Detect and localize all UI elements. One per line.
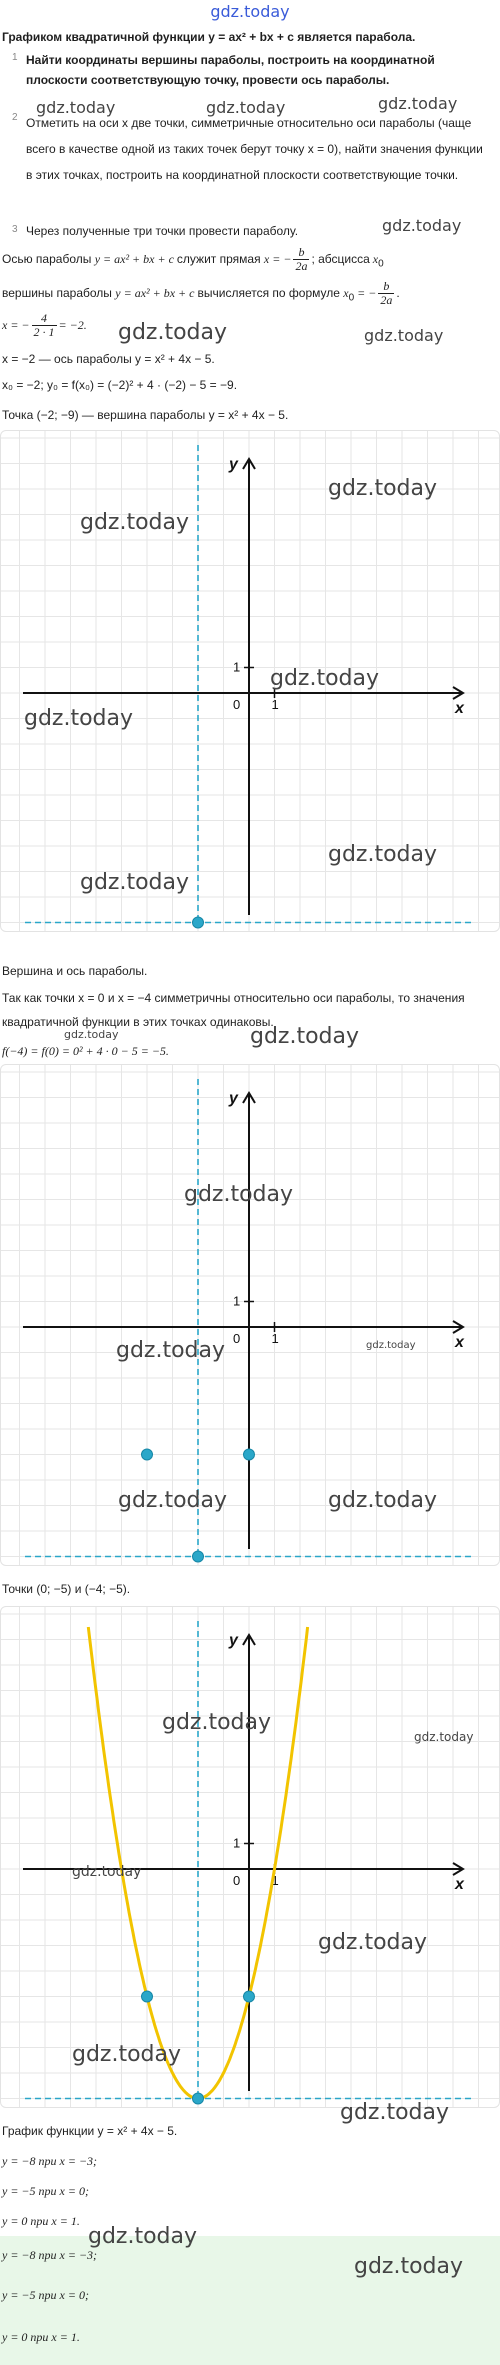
vertex-line: x₀ = −2; y₀ = f(x₀) = (−2)² + 4 · (−2) − 5 = −9. — [2, 378, 238, 392]
step-number: 2 — [12, 112, 18, 123]
data-point — [142, 1991, 153, 2002]
value-row: y = −5 при x = 0; — [2, 2184, 89, 2198]
tick-label: 1 — [233, 659, 241, 675]
watermark: gdz.today — [118, 320, 228, 345]
watermark: gdz.today — [36, 98, 116, 117]
calc-x0: x = − $\frac{4}{2 \cdot 1}$ = −2. — [2, 311, 87, 340]
watermark: gdz.today — [80, 510, 190, 535]
step-2 — [0, 110, 500, 210]
data-point — [193, 917, 204, 928]
watermark: gdz.today — [328, 476, 438, 501]
axis-line: x = −2 — ось параболы y = x² + 4x − 5. — [2, 352, 215, 366]
value-row: y = −8 при x = −3; — [2, 2154, 98, 2168]
watermark: gdz.today — [414, 1730, 474, 1744]
text: вычисляется по формуле — [197, 285, 340, 300]
data-point — [193, 1551, 204, 1562]
data-point — [244, 1449, 255, 1460]
data-point — [142, 1449, 153, 1460]
section4-caption: График функции y = x² + 4x − 5. — [2, 2124, 178, 2138]
watermark: gdz.today — [270, 666, 380, 691]
watermark: gdz.today — [184, 1182, 294, 1207]
text: = −2. — [58, 317, 87, 332]
axis-formula-line-2: вершины параболы y = ax² + bx + c вычисляется по формуле $x_0$ = − $\frac{b}{2a}$ . — [2, 279, 400, 308]
watermark: gdz.today — [162, 1710, 272, 1735]
watermark: gdz.today — [80, 870, 190, 895]
text: ; абсцисса — [311, 251, 370, 266]
tick-label: 1 — [271, 1873, 279, 1888]
text: служит прямая — [176, 251, 261, 266]
x-axis-label: x — [455, 1334, 464, 1351]
watermark: gdz.today — [354, 2254, 464, 2279]
value-row: y = 0 при x = 1. — [2, 2330, 80, 2344]
tick-label: 1 — [271, 1331, 279, 1346]
watermark: gdz.today — [24, 706, 134, 731]
watermark: gdz.today — [250, 1024, 360, 1049]
text: Осью параболы — [2, 251, 92, 266]
watermark: gdz.today — [72, 2042, 182, 2067]
watermark: gdz.today — [72, 1864, 142, 1880]
step-text: Отметить на оси x две точки, симметричные относительно оси параболы (чаще всего в качестве одной из таких точек берут точку x = 0), найти значения функции в этих точках, построить на координатной плоскости соответствующие точки. — [26, 116, 483, 182]
value-row: y = −8 при x = −3; — [2, 2248, 98, 2262]
watermark: gdz.today — [382, 216, 462, 235]
watermark: gdz.today — [116, 1338, 226, 1363]
x-axis-label: x — [455, 1876, 464, 1893]
step-1 — [0, 50, 500, 94]
tick-label: 1 — [271, 697, 279, 712]
watermark: gdz.today — [88, 2224, 198, 2249]
y-axis-label: y — [229, 456, 238, 473]
watermark: gdz.today — [340, 2100, 450, 2125]
y-axis-label: y — [229, 1632, 238, 1649]
graph-svg — [1, 1607, 499, 2107]
y-axis-label: y — [229, 1090, 238, 1107]
x-axis-label: x — [455, 700, 464, 717]
watermark: gdz.today — [378, 94, 458, 113]
origin-label: 0 — [233, 697, 241, 712]
section2-text: Так как точки x = 0 и x = −4 симметричны относительно оси параболы, то значения квадратичной функции в этих точках одинаковы. — [2, 991, 465, 1029]
step-number: 3 — [12, 224, 18, 235]
tick-label: 1 — [233, 1293, 241, 1309]
watermark: gdz.today — [118, 1488, 228, 1513]
step-text: Через полученные три точки провести параболу. — [26, 224, 299, 238]
watermark: gdz.today — [328, 842, 438, 867]
section2-title: Вершина и ось параболы. — [2, 964, 148, 978]
watermark: gdz.today — [364, 326, 444, 345]
watermark: gdz.today — [64, 1028, 119, 1041]
tick-label: 1 — [233, 1835, 241, 1851]
watermark: gdz.today — [206, 98, 286, 117]
watermark: gdz.today — [366, 1340, 416, 1351]
origin-label: 0 — [233, 1873, 241, 1888]
section2-formula: f(−4) = f(0) = 0² + 4 · 0 − 5 = −5. — [2, 1044, 169, 1058]
value-row: y = 0 при x = 1. — [2, 2214, 80, 2228]
header-watermark: gdz.today — [210, 2, 290, 21]
intro-text: Графиком квадратичной функции y = ax² + bx + c является парабола. — [2, 30, 416, 44]
step-text: Найти координаты вершины параболы, построить на координатной плоскости соответствующую точку, провести ось параболы. — [26, 53, 435, 87]
section3-caption: Точки (0; −5) и (−4; −5). — [2, 1582, 131, 1596]
axis-formula-line-1: Осью параболы y = ax² + bx + c служит прямая x = − $\frac{b}{2a}$ ; абсцисса $x_0$ — [2, 245, 384, 274]
watermark: gdz.today — [328, 1488, 438, 1513]
graph-parabola — [0, 1606, 500, 2108]
text: вершины параболы — [2, 285, 112, 300]
watermark: gdz.today — [318, 1930, 428, 1955]
vertex-caption: Точка (−2; −9) — вершина параболы y = x² + 4x − 5. — [2, 408, 289, 422]
origin-label: 0 — [233, 1331, 241, 1346]
data-point — [193, 2093, 204, 2104]
step-number: 1 — [12, 52, 18, 63]
value-row: y = −5 при x = 0; — [2, 2288, 89, 2302]
data-point — [244, 1991, 255, 2002]
